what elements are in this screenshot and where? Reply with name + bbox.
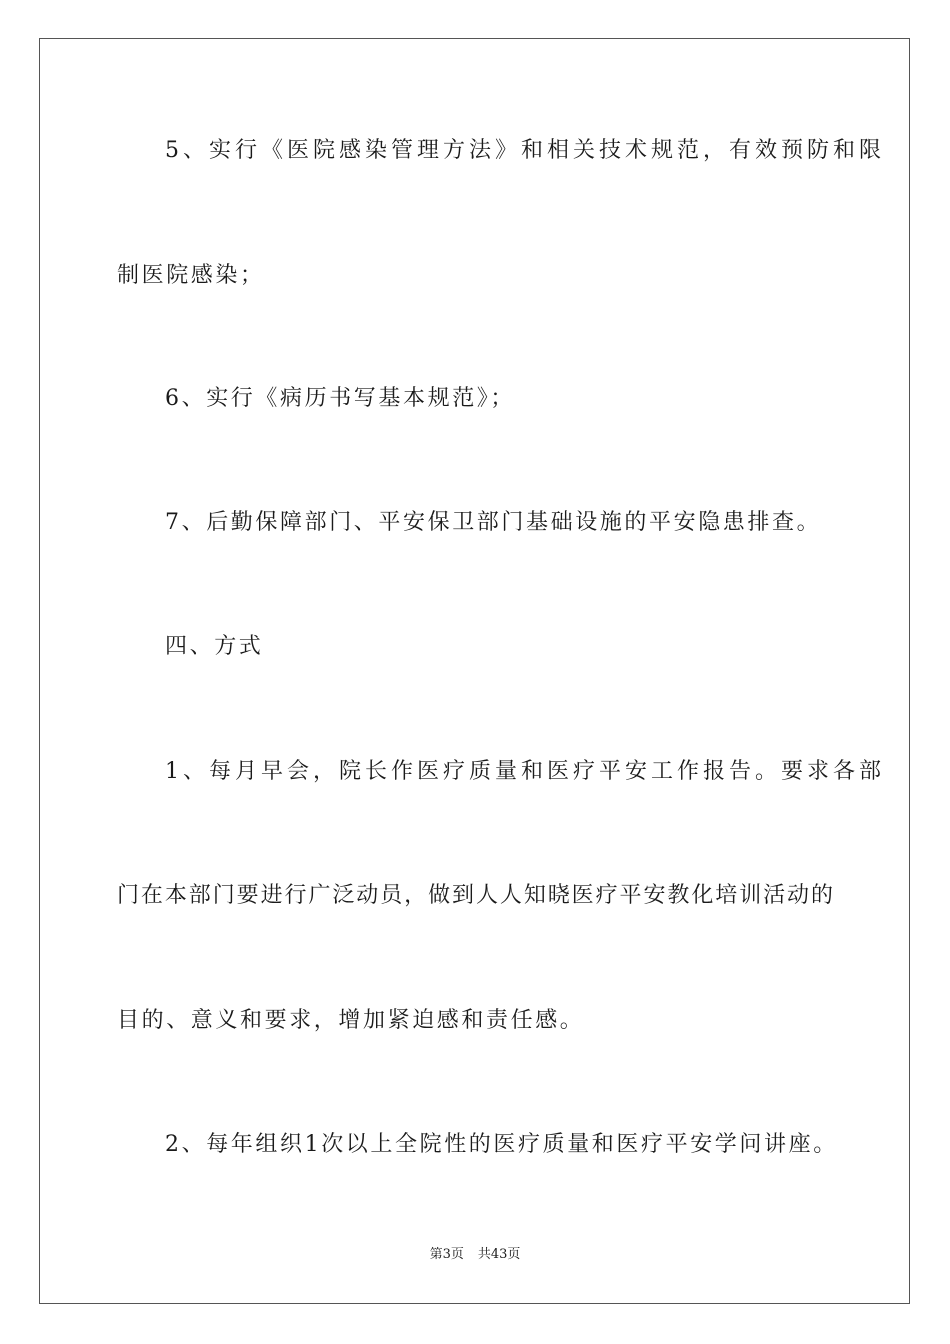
page-border — [39, 38, 910, 1304]
paragraph-line: 5、实行《医院感染管理方法》和相关技术规范，有效预防和限 — [165, 138, 881, 163]
paragraph-line: 门在本部门要进行广泛动员，做到人人知晓医疗平安教化培训活动的 — [117, 883, 833, 908]
page-total: 共43页 — [477, 1247, 521, 1262]
section-heading: 四、方式 — [165, 634, 264, 659]
paragraph-line: 目的、意义和要求，增加紧迫感和责任感。 — [117, 1008, 585, 1033]
paragraph-line: 6、实行《病历书写基本规范》； — [165, 386, 515, 411]
page-number: 第3页 — [429, 1247, 464, 1262]
page-footer — [0, 1246, 950, 1264]
paragraph-line: 制医院感染； — [117, 263, 265, 288]
paragraph-line: 7、后勤保障部门、平安保卫部门基础设施的平安隐患排查。 — [165, 510, 822, 535]
paragraph-line: 2、每年组织1次以上全院性的医疗质量和医疗平安学问讲座。 — [165, 1132, 838, 1157]
paragraph-line: 1、每月早会，院长作医疗质量和医疗平安工作报告。要求各部 — [165, 759, 881, 784]
